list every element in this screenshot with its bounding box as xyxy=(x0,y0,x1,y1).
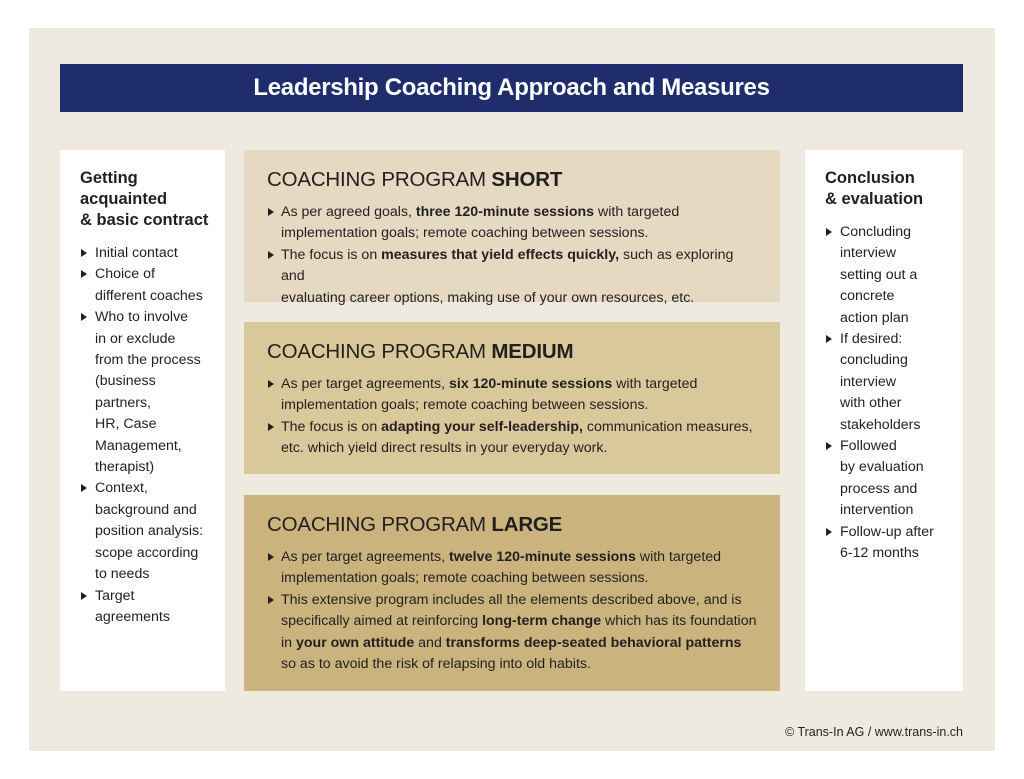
triangle-bullet-icon xyxy=(268,251,274,259)
list-item: The focus is on adapting your self-leadership, communication measures, etc. which yield direct results in your everyday work. xyxy=(267,417,760,460)
program-large-title: COACHING PROGRAM LARGE xyxy=(267,513,563,536)
triangle-bullet-icon xyxy=(268,423,274,431)
program-large-list xyxy=(267,547,760,675)
list-item: The focus is on measures that yield effects quickly, such as exploring and evaluating career options, making use of your own resources, etc. xyxy=(267,245,760,309)
list-item: Target agreements xyxy=(80,586,215,629)
list-item: This extensive program includes all the elements described above, and is specifically aimed at reinforcing long-term change which has its foundation in your own attitude and transforms deep-seated behavioral patterns so as to avoid the risk of relapsing into old habits. xyxy=(267,590,760,676)
program-short-list xyxy=(267,202,760,309)
list-item: Initial contact xyxy=(80,243,215,264)
triangle-bullet-icon xyxy=(81,313,87,321)
triangle-bullet-icon xyxy=(268,596,274,604)
title-bar xyxy=(60,64,963,112)
triangle-bullet-icon xyxy=(81,249,87,257)
program-medium-title: COACHING PROGRAM MEDIUM xyxy=(267,340,574,363)
list-item: If desired: concluding interview with other stakeholders xyxy=(825,329,953,436)
list-item: Who to involve in or exclude from the process (business partners, HR, Case Management, therapist) xyxy=(80,307,215,478)
list-item: Context, background and position analysis: scope according to needs xyxy=(80,478,215,585)
left-panel-getting-acquainted xyxy=(60,150,225,691)
list-item: Followed by evaluation process and intervention xyxy=(825,436,953,522)
list-item: Concluding interview setting out a concrete action plan xyxy=(825,222,953,329)
triangle-bullet-icon xyxy=(826,528,832,536)
triangle-bullet-icon xyxy=(81,270,87,278)
list-item: As per target agreements, six 120-minute sessions with targeted implementation goals; remote coaching between sessions. xyxy=(267,374,760,417)
list-item: As per agreed goals, three 120-minute sessions with targeted implementation goals; remote coaching between sessions. xyxy=(267,202,760,245)
right-panel-list xyxy=(825,222,953,565)
copyright-footer: © Trans-In AG / www.trans-in.ch xyxy=(784,725,963,739)
program-short-box xyxy=(244,150,780,306)
list-item: Choice of different coaches xyxy=(80,264,215,307)
program-short-title: COACHING PROGRAM SHORT xyxy=(267,168,563,191)
program-large-box xyxy=(244,495,780,691)
list-item: Follow-up after 6-12 months xyxy=(825,522,953,565)
left-panel-list xyxy=(80,243,215,628)
triangle-bullet-icon xyxy=(268,208,274,216)
right-panel-conclusion xyxy=(805,150,963,691)
triangle-bullet-icon xyxy=(826,335,832,343)
page-title: Leadership Coaching Approach and Measures xyxy=(253,74,770,101)
triangle-bullet-icon xyxy=(268,380,274,388)
triangle-bullet-icon xyxy=(826,228,832,236)
program-medium-box xyxy=(244,322,780,474)
right-panel-heading: Conclusion & evaluation xyxy=(825,169,924,208)
list-item: As per target agreements, twelve 120-minute sessions with targeted implementation goals; remote coaching between sessions. xyxy=(267,547,760,590)
triangle-bullet-icon xyxy=(81,592,87,600)
triangle-bullet-icon xyxy=(826,442,832,450)
left-panel-heading: Getting acquainted & basic contract xyxy=(80,169,209,229)
triangle-bullet-icon xyxy=(268,553,274,561)
triangle-bullet-icon xyxy=(81,484,87,492)
program-medium-list xyxy=(267,374,760,460)
